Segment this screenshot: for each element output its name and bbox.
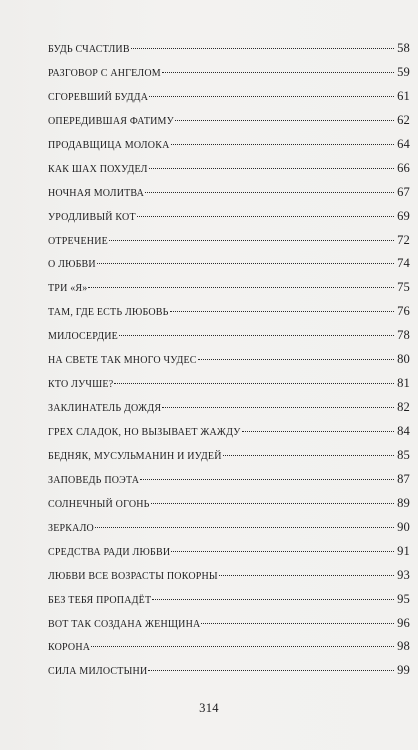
- dot-leader: [148, 670, 394, 671]
- toc-entry-title: ГРЕХ СЛАДОК, НО ВЫЗЫВАЕТ ЖАЖДУ: [48, 423, 241, 439]
- toc-entry-title: СОЛНЕЧНЫЙ ОГОНЬ: [48, 494, 150, 511]
- dot-leader: [114, 383, 394, 384]
- toc-entry-title: БЕЗ ТЕБЯ ПРОПАДЁТ: [48, 590, 152, 607]
- table-of-contents: [48, 37, 410, 683]
- toc-entry: [48, 300, 410, 324]
- dot-leader: [170, 311, 394, 312]
- toc-entry-page: 93: [397, 567, 410, 582]
- dot-leader: [151, 503, 394, 504]
- toc-entry: [48, 348, 410, 372]
- toc-entry-title: ЗАПОВЕДЬ ПОЭТА: [48, 470, 140, 487]
- toc-entry: [48, 372, 410, 396]
- toc-entry-title: МИЛОСЕРДИЕ: [48, 327, 118, 344]
- toc-entry-page: 69: [397, 208, 410, 223]
- toc-entry: [48, 516, 410, 540]
- toc-entry-title: РАЗГОВОР С АНГЕЛОМ: [48, 63, 161, 80]
- toc-entry-page: 66: [397, 160, 410, 175]
- dot-leader: [162, 72, 394, 73]
- toc-entry-title: ОТРЕЧЕНИЕ: [48, 231, 108, 248]
- toc-entry-title: НА СВЕТЕ ТАК МНОГО ЧУДЕС: [48, 351, 197, 368]
- toc-entry-page: 58: [397, 41, 410, 55]
- toc-entry-page: 64: [397, 136, 410, 151]
- dot-leader: [149, 96, 394, 97]
- toc-entry-page: 95: [397, 591, 410, 606]
- toc-entry: [48, 61, 410, 85]
- toc-entry-title: ОПЕРЕДИВШАЯ ФАТИМУ: [48, 111, 174, 128]
- dot-leader: [175, 120, 394, 121]
- toc-entry-title: БЕДНЯК, МУСУЛЬМАНИН И ИУДЕЙ: [48, 446, 222, 463]
- dot-leader: [171, 144, 394, 145]
- toc-entry: [48, 635, 410, 659]
- toc-entry-title: БУДЬ СЧАСТЛИВ: [48, 40, 130, 56]
- toc-entry-page: 99: [397, 663, 410, 678]
- toc-entry-page: 96: [397, 615, 410, 630]
- toc-entry: [48, 492, 410, 516]
- dot-leader: [223, 455, 394, 456]
- toc-entry-page: 89: [397, 495, 410, 510]
- dot-leader: [131, 48, 394, 49]
- toc-entry-title: УРОДЛИВЫЙ КОТ: [48, 207, 136, 224]
- toc-entry-title: ЛЮБВИ ВСЕ ВОЗРАСТЫ ПОКОРНЫ: [48, 566, 218, 583]
- toc-entry-title: СРЕДСТВА РАДИ ЛЮБВИ: [48, 542, 171, 559]
- dot-leader: [162, 407, 394, 408]
- toc-entry-page: 80: [397, 352, 410, 367]
- toc-entry-title: НОЧНАЯ МОЛИТВА: [48, 183, 145, 200]
- toc-entry-title: ЗАКЛИНАТЕЛЬ ДОЖДЯ: [48, 399, 162, 416]
- toc-entry: [48, 157, 410, 181]
- dot-leader: [97, 263, 394, 264]
- dot-leader: [152, 599, 394, 600]
- toc-entry: [48, 205, 410, 229]
- dot-leader: [242, 431, 394, 432]
- toc-entry-page: 75: [397, 280, 410, 295]
- toc-entry-page: 72: [397, 232, 410, 247]
- page-number: 314: [199, 701, 219, 715]
- dot-leader: [219, 575, 394, 576]
- toc-entry: [48, 133, 410, 157]
- toc-entry-page: 76: [397, 304, 410, 319]
- toc-entry-page: 78: [397, 328, 410, 343]
- dot-leader: [91, 646, 394, 647]
- toc-entry: [48, 252, 410, 276]
- dot-leader: [149, 168, 394, 169]
- toc-entry-title: О ЛЮБВИ: [48, 255, 96, 272]
- toc-entry-title: ВОТ ТАК СОЗДАНА ЖЕНЩИНА: [48, 614, 201, 631]
- dot-leader: [137, 216, 394, 217]
- dot-leader: [201, 623, 394, 624]
- toc-entry: [48, 85, 410, 109]
- dot-leader: [88, 287, 394, 288]
- dot-leader: [140, 479, 394, 480]
- toc-entry-page: 61: [397, 88, 410, 103]
- toc-entry-page: 62: [397, 112, 410, 127]
- toc-entry: [48, 109, 410, 133]
- toc-entry: [48, 444, 410, 468]
- toc-entry-title: КОРОНА: [48, 638, 91, 655]
- toc-entry-page: 67: [397, 184, 410, 199]
- toc-entry: [48, 396, 410, 420]
- toc-entry-title: КТО ЛУЧШЕ?: [48, 375, 114, 392]
- toc-entry-title: ЗЕРКАЛО: [48, 518, 94, 535]
- toc-entry: [48, 540, 410, 564]
- toc-entry-title: ТРИ «Я»: [48, 279, 88, 296]
- toc-entry-page: 59: [397, 64, 410, 79]
- toc-entry: [48, 468, 410, 492]
- toc-entry-page: 74: [397, 256, 410, 271]
- dot-leader: [109, 240, 394, 241]
- toc-entry: [48, 564, 410, 588]
- toc-entry: [48, 181, 410, 205]
- toc-entry-title: КАК ШАХ ПОХУДЕЛ: [48, 159, 148, 176]
- dot-leader: [198, 359, 394, 360]
- toc-entry: [48, 229, 410, 253]
- toc-entry-page: 91: [397, 543, 410, 558]
- toc-entry-page: 82: [397, 400, 410, 415]
- dot-leader: [171, 551, 394, 552]
- toc-entry: [48, 588, 410, 612]
- toc-entry: [48, 659, 410, 683]
- toc-entry-title: ПРОДАВЩИЦА МОЛОКА: [48, 135, 170, 152]
- toc-entry-page: 81: [397, 376, 410, 391]
- toc-entry-page: 84: [397, 424, 410, 438]
- toc-entry-title: ТАМ, ГДЕ ЕСТЬ ЛЮБОВЬ: [48, 303, 169, 320]
- toc-entry-title: СИЛА МИЛОСТЫНИ: [48, 662, 148, 679]
- toc-entry: [48, 612, 410, 636]
- toc-entry-page: 90: [397, 519, 410, 534]
- toc-entry-title: СГОРЕВШИЙ БУДДА: [48, 87, 149, 104]
- toc-entry: [48, 276, 410, 300]
- toc-entry-page: 98: [397, 639, 410, 654]
- toc-entry: [48, 37, 410, 61]
- dot-leader: [145, 192, 394, 193]
- toc-entry: [48, 420, 410, 444]
- toc-entry: [48, 324, 410, 348]
- toc-entry-page: 87: [397, 471, 410, 486]
- dot-leader: [95, 527, 394, 528]
- toc-entry-page: 85: [397, 447, 410, 462]
- dot-leader: [119, 335, 394, 336]
